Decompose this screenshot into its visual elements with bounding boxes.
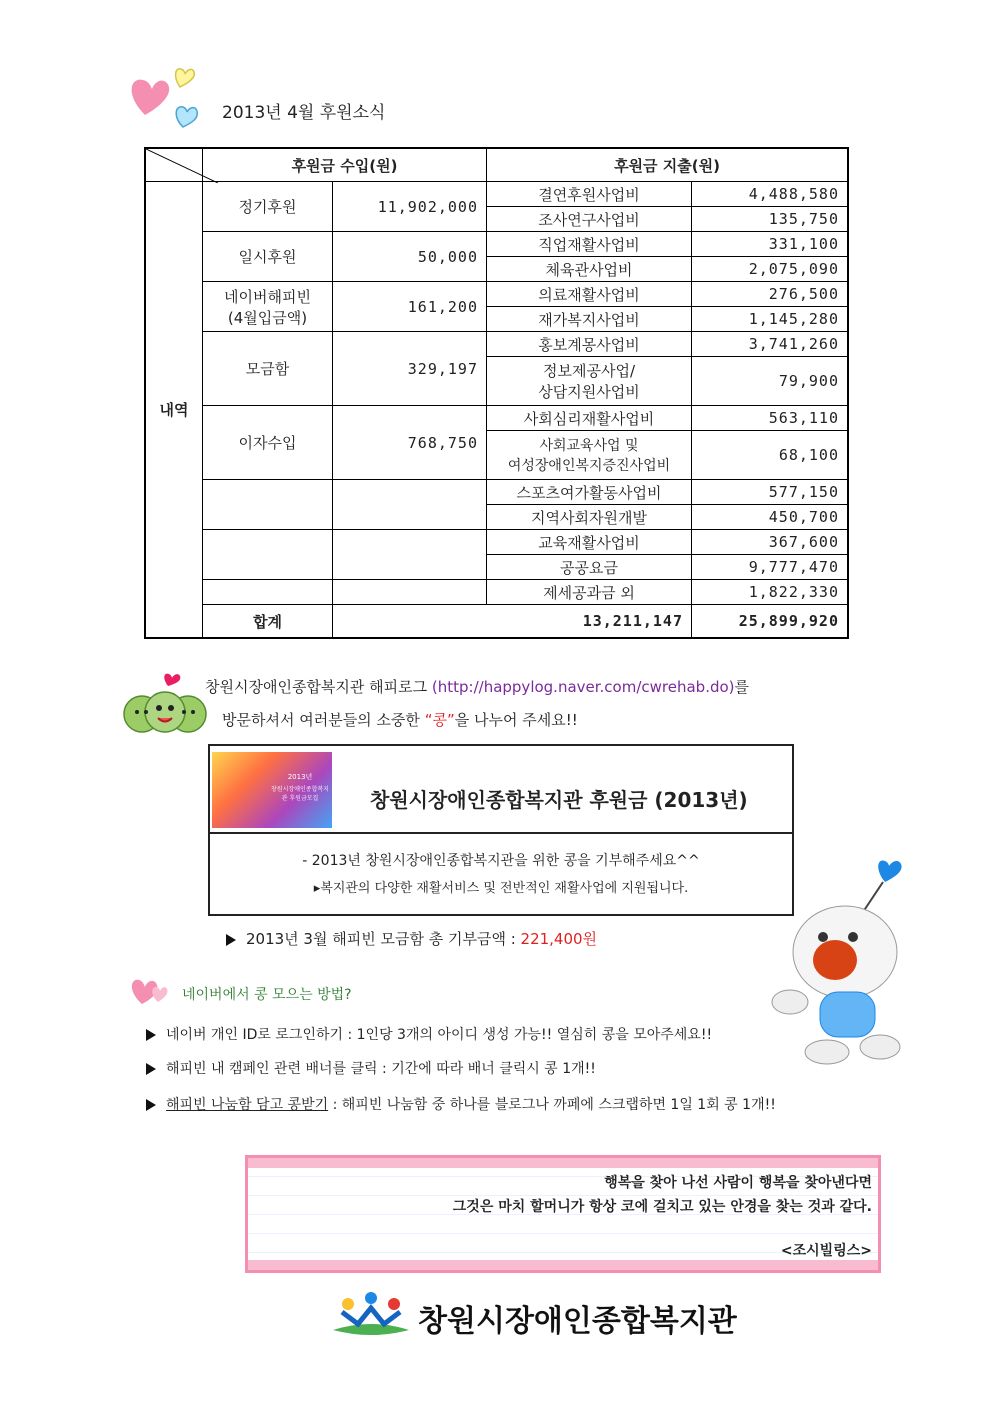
empty-cell (333, 530, 487, 580)
expense-amount: 367,600 (692, 530, 849, 555)
expense-amount: 577,150 (692, 480, 849, 505)
income-amount: 161,200 (333, 282, 487, 332)
happylog-prefix: 창원시장애인종합복지관 해피로그 (205, 678, 432, 696)
expense-amount: 563,110 (692, 406, 849, 431)
expense-header: 후원금 지출(원) (487, 148, 849, 182)
mascot-character-icon (765, 852, 915, 1072)
expense-name (487, 431, 692, 480)
expense-amount: 450,700 (692, 505, 849, 530)
triangle-bullet-icon (146, 1029, 156, 1041)
march-donation (226, 928, 597, 949)
howto-item-text: 해피빈 내 캠페인 관련 배너를 클릭 : 기간에 따라 배너 클릭시 콩 1개!! (166, 1061, 596, 1077)
expense-name: 공공요금 (487, 555, 692, 580)
howto-item3-rest: : 해피빈 나눔함 중 하나를 블로그나 까페에 스크랩하면 1일 1회 콩 1개!! (328, 1097, 776, 1113)
org-logo-icon (328, 1290, 414, 1340)
income-amount: 768,750 (333, 406, 487, 480)
hearts-icon (125, 55, 210, 130)
expense-name: 홍보계몽사업비 (487, 332, 692, 357)
quote-strip-top (248, 1158, 878, 1168)
march-amount: 221,400원 (520, 930, 598, 948)
howto-title: 네이버에서 콩 모으는 방법? (182, 987, 352, 1003)
expense-name-line2: 상담지원사업비 (538, 383, 640, 401)
empty-cell (333, 480, 487, 530)
expense-amount: 135,750 (692, 207, 849, 232)
quote-strip-bottom (248, 1260, 878, 1270)
march-label: 2013년 3월 해피빈 모금함 총 기부금액 : (246, 930, 521, 948)
page-title: 2013년 4월 후원소식 (222, 103, 386, 123)
income-amount: 11,902,000 (333, 182, 487, 232)
income-header: 후원금 수입(원) (203, 148, 487, 182)
income-name: 일시후원 (203, 232, 333, 282)
happylog-line2 (222, 709, 578, 730)
income-amount: 50,000 (333, 232, 487, 282)
peas-mascot-icon (118, 668, 213, 746)
expense-amount: 4,488,580 (692, 182, 849, 207)
income-name: 모금함 (203, 332, 333, 406)
expense-amount: 9,777,470 (692, 555, 849, 580)
diagonal-header-cell (145, 148, 203, 182)
triangle-bullet-icon (146, 1099, 156, 1111)
campaign-banner-image (212, 752, 332, 828)
empty-cell (203, 530, 333, 580)
empty-cell (333, 580, 487, 605)
expense-name: 스포츠여가활동사업비 (487, 480, 692, 505)
campaign-box[interactable] (208, 744, 794, 916)
happylog-suffix: 를 (734, 678, 750, 696)
expense-amount: 276,500 (692, 282, 849, 307)
expense-total: 25,899,920 (692, 605, 849, 639)
campaign-title: 창원시장애인종합복지관 후원금 (2013년) (370, 788, 748, 812)
income-total: 13,211,147 (333, 605, 692, 639)
expense-amount: 331,100 (692, 232, 849, 257)
expense-name: 사회심리재활사업비 (487, 406, 692, 431)
howto-item (146, 1024, 712, 1044)
row-label: 내역 (145, 182, 203, 639)
expense-amount: 79,900 (692, 357, 849, 406)
expense-name-line2: 여성장애인복지증진사업비 (507, 458, 671, 474)
expense-name: 지역사회자원개발 (487, 505, 692, 530)
howto-item (146, 1058, 596, 1078)
happylog-line2-suffix: 을 나누어 주세요!! (454, 711, 578, 729)
banner-sub: 창원시장애인종합복지관 후원금모집 (271, 786, 329, 802)
howto-item-text: 네이버 개인 ID로 로그인하기 : 1인당 3개의 아이디 생성 가능!! 열심히 콩을 모아주세요!! (166, 1027, 713, 1043)
quote-box (245, 1155, 881, 1273)
income-name (203, 282, 333, 332)
happylog-line1 (205, 676, 749, 697)
kong-text: “콩” (424, 711, 455, 729)
expense-name: 재가복지사업비 (487, 307, 692, 332)
expense-name: 조사연구사업비 (487, 207, 692, 232)
expense-name: 제세공과금 외 (487, 580, 692, 605)
empty-cell (203, 580, 333, 605)
expense-name: 체육관사업비 (487, 257, 692, 282)
quote-line1: 행복을 찾아 나선 사람이 행복을 찾아낸다면 (604, 1175, 872, 1191)
triangle-bullet-icon (146, 1063, 156, 1075)
hearts-small-icon (124, 972, 174, 1008)
finance-table (144, 147, 849, 639)
income-name-line2: (4월입금액) (227, 308, 308, 327)
income-name: 이자수입 (203, 406, 333, 480)
campaign-desc2: ▸복지관의 다양한 재활서비스 및 전반적인 재활사업에 지원됩니다. (313, 881, 689, 896)
expense-amount: 2,075,090 (692, 257, 849, 282)
campaign-header (210, 746, 792, 834)
howto-item (146, 1094, 776, 1114)
quote-line2: 그것은 마치 할머니가 항상 코에 걸치고 있는 안경을 찾는 것과 같다. (452, 1199, 872, 1215)
happylog-line2-prefix: 방문하셔서 여러분들의 소중한 (222, 711, 425, 729)
expense-name-line1: 정보제공사업/ (543, 362, 635, 380)
quote-author: <조시빌링스> (780, 1243, 872, 1259)
banner-title: 2013년 (287, 773, 313, 781)
income-name-line1: 네이버해피빈 (224, 287, 311, 306)
footer-org-name: 창원시장애인종합복지관 (418, 1304, 737, 1339)
income-amount: 329,197 (333, 332, 487, 406)
triangle-bullet-icon (226, 934, 236, 946)
happylog-url-link[interactable]: (http://happylog.naver.com/cwrehab.do) (431, 678, 735, 696)
expense-name-line1: 사회교육사업 및 (539, 438, 639, 454)
empty-cell (203, 480, 333, 530)
expense-name: 의료재활사업비 (487, 282, 692, 307)
campaign-desc1: - 2013년 창원시장애인종합복지관을 위한 콩을 기부해주세요^^ (302, 853, 700, 869)
total-label: 합계 (203, 605, 333, 639)
expense-amount: 1,145,280 (692, 307, 849, 332)
expense-name (487, 357, 692, 406)
expense-name: 직업재활사업비 (487, 232, 692, 257)
expense-name: 결연후원사업비 (487, 182, 692, 207)
expense-amount: 3,741,260 (692, 332, 849, 357)
expense-amount: 1,822,330 (692, 580, 849, 605)
income-name: 정기후원 (203, 182, 333, 232)
expense-name: 교육재활사업비 (487, 530, 692, 555)
expense-amount: 68,100 (692, 431, 849, 480)
howto-item3-link[interactable]: 해피빈 나눔함 담고 콩받기 (166, 1097, 329, 1113)
